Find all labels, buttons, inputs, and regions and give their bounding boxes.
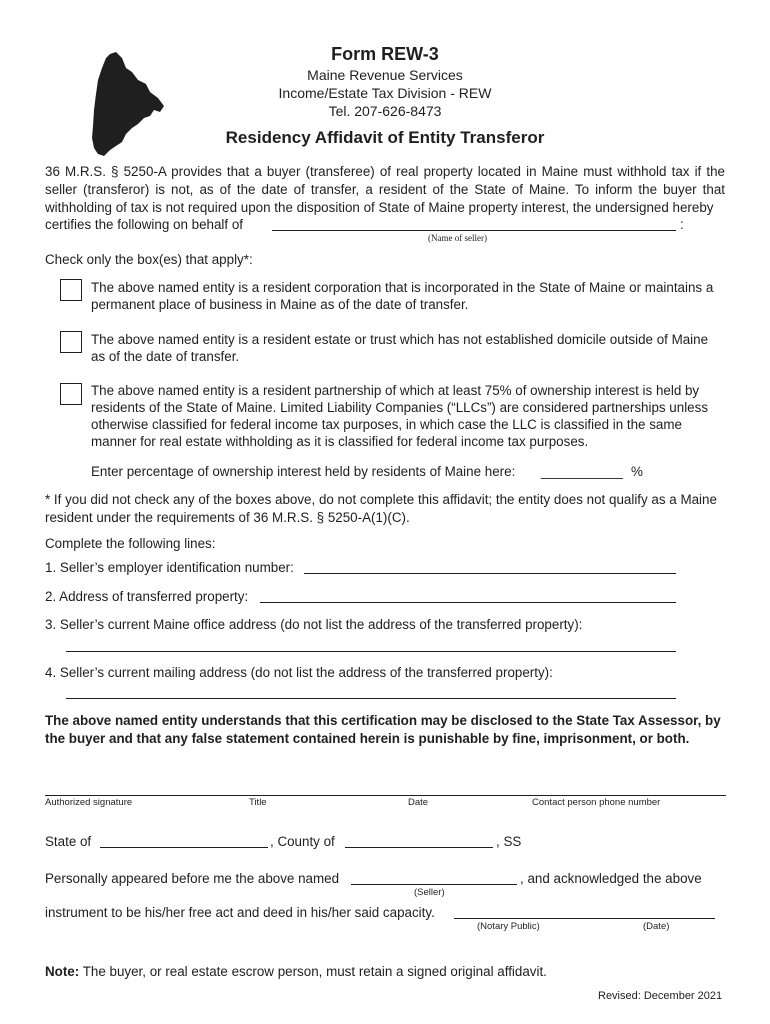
certifies-label: certifies the following on behalf of [45, 217, 244, 232]
percentage-label: Enter percentage of ownership interest held by residents of Maine here: [91, 464, 516, 479]
property-address-field[interactable] [260, 602, 676, 603]
option-corporation-text: The above named entity is a resident corporation that is incorporated in the State of Maine or maintains a permanent place of business in Maine as of the date of transfer. [91, 280, 714, 312]
option-partnership-text: The above named entity is a resident partnership of which at least 75% of ownership interest is held by residents of the State of Maine. Limited Liability Companies (“LLCs”) are considered partnerships unless otherwise classified for federal income tax purposes, in which case the LLC is classified in the same manner for real estate withholding as it is classified for federal income tax purposes. [91, 383, 709, 449]
state-label: State of [45, 834, 92, 849]
note-label: Note: [45, 964, 80, 979]
complete-lines-heading: Complete the following lines: [45, 536, 216, 551]
page-title: Residency Affidavit of Entity Transferor [225, 128, 545, 147]
note [45, 963, 547, 980]
certifies-colon: : [680, 217, 684, 232]
agency-name: Maine Revenue Services [307, 67, 463, 83]
ein-field[interactable] [304, 573, 676, 574]
resident-corporation-checkbox[interactable] [60, 279, 82, 301]
division-name: Income/Estate Tax Division - REW [278, 85, 492, 101]
notary-date-caption: (Date) [643, 921, 670, 932]
property-address-label: 2. Address of transferred property: [45, 589, 249, 604]
title-label: Title [249, 797, 267, 808]
appeared-label: Personally appeared before me the above named [45, 871, 340, 886]
intro-paragraph: 36 M.R.S. § 5250-A provides that a buyer (transferee) of real property located in Maine must withhold tax if the seller (transferor) is not, as of the date of transfer, a resident of the State of Maine. To inform the buyer that withholding of tax is not required upon the disposition of State of Maine property interest, the undersigned hereby [45, 164, 725, 215]
check-instruction: Check only the box(es) that apply*: [45, 252, 253, 267]
notary-public-caption: (Notary Public) [477, 921, 540, 932]
acknowledged-label: , and acknowledged the above [520, 871, 702, 886]
option-estate-text: The above named entity is a resident estate or trust which has not established domicile outside of Maine as of the date of transfer. [91, 332, 709, 364]
instrument-label: instrument to be his/her free act and deed in his/her said capacity. [45, 905, 435, 920]
name-of-seller-caption: (Name of seller) [428, 233, 487, 243]
mailing-address-field[interactable] [66, 698, 676, 699]
state-field[interactable] [100, 847, 268, 848]
ss-label: , SS [496, 834, 522, 849]
note-text: The buyer, or real estate escrow person, must retain a signed original affidavit. [79, 964, 547, 979]
authorized-signature-label: Authorized signature [45, 797, 133, 808]
form-number: Form REW-3 [331, 44, 439, 64]
seller-name-field[interactable] [272, 230, 676, 231]
resident-partnership-checkbox[interactable] [60, 383, 82, 405]
office-address-label: 3. Seller’s current Maine office address (do not list the address of the transferred property): [45, 617, 583, 632]
seller-appeared-field[interactable] [351, 884, 517, 885]
resident-estate-checkbox[interactable] [60, 331, 82, 353]
seller-caption: (Seller) [414, 887, 445, 898]
notary-date-field[interactable] [454, 918, 715, 919]
signature-line[interactable] [45, 795, 726, 796]
mailing-address-label: 4. Seller’s current mailing address (do not list the address of the transferred property): [45, 665, 553, 680]
percentage-suffix: % [631, 464, 643, 479]
revised-date: Revised: December 2021 [598, 990, 723, 1002]
percentage-field[interactable]: ___________ [541, 464, 623, 479]
footnote: * If you did not check any of the boxes above, do not complete this affidavit; the entity does not qualify as a Maine resident under the requirements of 36 M.R.S. § 5250-A(1)(C). [45, 492, 717, 525]
ein-label: 1. Seller’s employer identification number: [45, 560, 294, 575]
certification-statement: The above named entity understands that this certification may be disclosed to the State Tax Assessor, by the buyer and that any false statement contained herein is punishable by fine, imprisonment, or both. [45, 713, 721, 746]
phone-number: Tel. 207-626-8473 [328, 103, 442, 119]
office-address-field[interactable] [66, 651, 676, 652]
contact-phone-label: Contact person phone number [532, 797, 661, 808]
county-label: , County of [270, 834, 335, 849]
county-field[interactable] [345, 847, 493, 848]
date-label: Date [408, 797, 429, 808]
